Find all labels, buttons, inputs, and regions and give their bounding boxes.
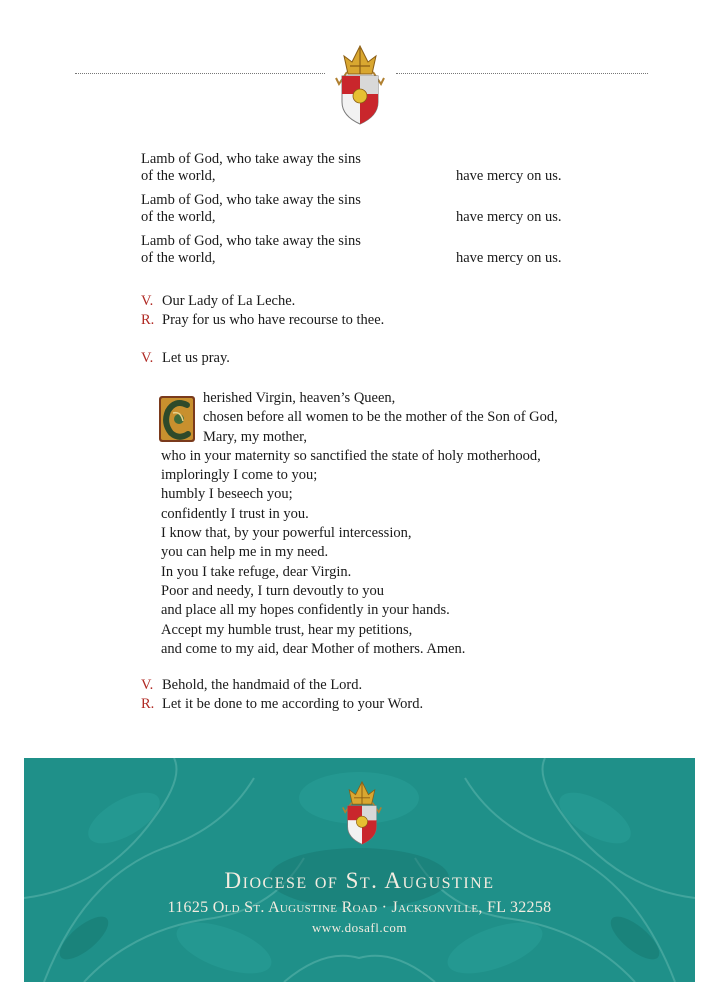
versicle-text: Behold, the handmaid of the Lord. xyxy=(162,677,363,693)
diocese-crest-icon xyxy=(338,780,386,846)
litany-pair xyxy=(141,233,581,267)
diocese-website-link[interactable]: www.dosafl.com xyxy=(312,920,407,935)
litany-invocation: Lamb of God, who take away the sins xyxy=(141,151,361,167)
diocese-crest-icon xyxy=(330,44,390,126)
litany-response: have mercy on us. xyxy=(456,250,562,266)
versicle-block-2 xyxy=(141,349,230,368)
response-label: R. xyxy=(141,312,155,328)
versicle-text: Our Lady of La Leche. xyxy=(162,293,296,309)
top-divider-right xyxy=(396,73,648,74)
response-label: R. xyxy=(141,696,155,712)
prayer-text xyxy=(161,389,621,659)
versicle-label: V. xyxy=(141,293,154,309)
top-divider-left xyxy=(75,73,325,74)
litany-invocation-cont: of the world, xyxy=(141,250,216,266)
prayer-line: and come to my aid, dear Mother of mothers. Amen. xyxy=(161,640,466,657)
litany-invocation: Lamb of God, who take away the sins xyxy=(141,233,361,249)
versicle-block-1 xyxy=(141,292,384,330)
prayer-line: who in your maternity so sanctified the state of holy motherhood, xyxy=(161,447,541,464)
litany-response: have mercy on us. xyxy=(456,209,562,225)
litany-invocation-cont: of the world, xyxy=(141,168,216,184)
litany-invocation-cont: of the world, xyxy=(141,209,216,225)
response-text: Pray for us who have recourse to thee. xyxy=(162,312,385,328)
litany-response: have mercy on us. xyxy=(456,168,562,184)
diocese-address: 11625 Old St. Augustine Road · Jacksonville, FL 32258 xyxy=(167,899,552,916)
prayer-line: In you I take refuge, dear Virgin. xyxy=(161,563,352,580)
diocese-footer-banner xyxy=(24,758,695,982)
illuminated-dropcap-icon xyxy=(157,393,197,445)
litany-pair xyxy=(141,192,581,226)
prayer-line: imploringly I come to you; xyxy=(161,467,318,484)
versicle-text: Let us pray. xyxy=(162,350,230,366)
prayer-line: I know that, by your powerful intercession, xyxy=(161,525,412,542)
litany-invocation: Lamb of God, who take away the sins xyxy=(141,192,361,208)
versicle-label: V. xyxy=(141,350,154,366)
diocese-name: Diocese of St. Augustine xyxy=(224,868,495,893)
prayer-line: confidently I trust in you. xyxy=(161,505,309,522)
prayer-line: Mary, my mother, xyxy=(203,428,307,445)
prayer-line: humbly I beseech you; xyxy=(161,486,293,503)
prayer-line: Poor and needy, I turn devoutly to you xyxy=(161,582,384,599)
prayer-line: you can help me in my need. xyxy=(161,544,329,561)
versicle-label: V. xyxy=(141,677,154,693)
prayer-line: and place all my hopes confidently in your hands. xyxy=(161,602,450,619)
versicle-block-3 xyxy=(141,676,423,714)
litany-pair xyxy=(141,151,581,185)
prayer-line: herished Virgin, heaven’s Queen, xyxy=(203,390,396,406)
prayer-line: Accept my humble trust, hear my petitions, xyxy=(161,621,413,638)
prayer-line: chosen before all women to be the mother of the Son of God, xyxy=(203,409,558,426)
agnus-dei-litany xyxy=(141,151,581,274)
response-text: Let it be done to me according to your Word. xyxy=(162,696,424,712)
